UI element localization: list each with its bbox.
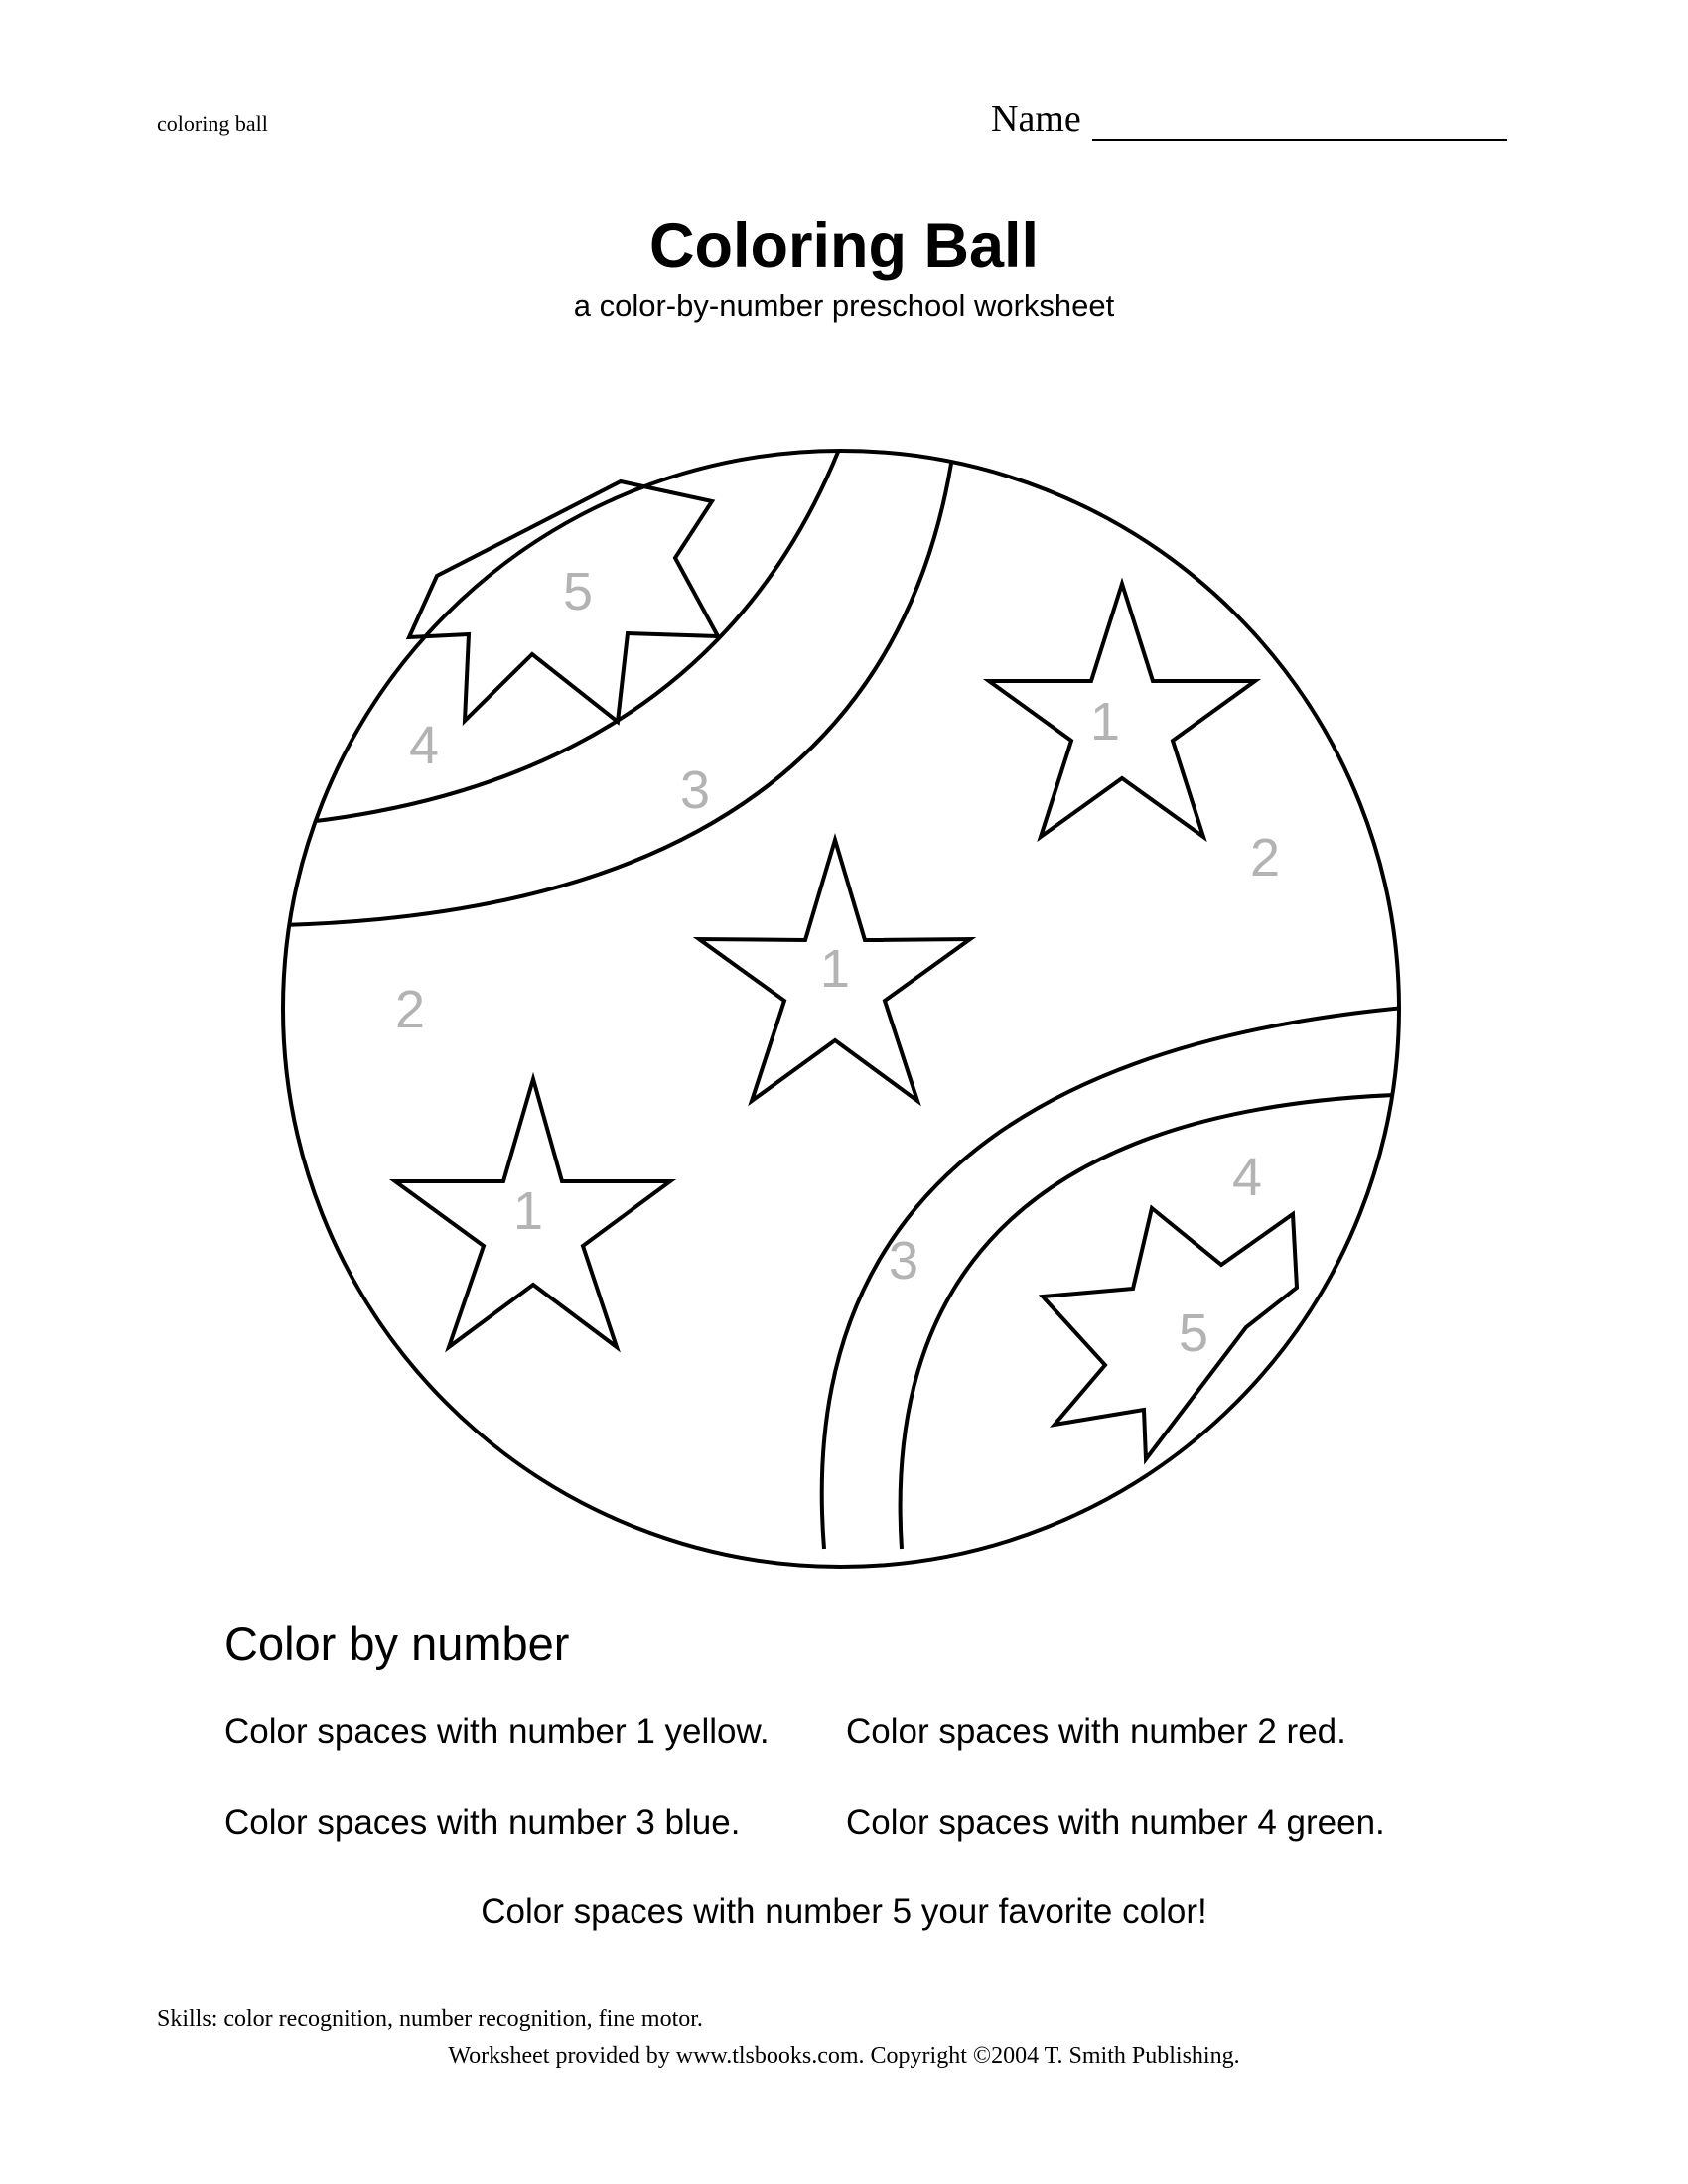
instructions-heading: Color by number (224, 1617, 570, 1670)
footer-credit: Worksheet provided by www.tlsbooks.com. Copyright ©2004 T. Smith Publishing. (448, 2043, 1240, 2069)
instruction-rule-1: Color spaces with number 1 yellow. (224, 1712, 770, 1751)
region-number: 1 (1089, 692, 1121, 751)
region-number: 1 (819, 939, 851, 999)
page-title: Coloring Ball (649, 211, 1039, 281)
region-number: 1 (512, 1181, 544, 1241)
lower-band-inner (901, 1095, 1395, 1549)
name-label: Name (991, 98, 1081, 140)
region-number: 3 (888, 1231, 919, 1291)
ball-outline (283, 451, 1399, 1567)
upper-band-inner (308, 437, 844, 822)
instruction-rule-4: Color spaces with number 4 green. (846, 1803, 1385, 1842)
instruction-rule-3: Color spaces with number 3 blue. (224, 1803, 741, 1842)
instruction-rule-2: Color spaces with number 2 red. (846, 1712, 1346, 1751)
upper-band-outer (281, 437, 955, 925)
region-number: 5 (1178, 1303, 1209, 1363)
region-number: 5 (562, 562, 594, 621)
header-worksheet-label: coloring ball (157, 111, 268, 136)
instruction-rule-5: Color spaces with number 5 your favorite color! (481, 1892, 1207, 1931)
page-subtitle: a color-by-number preschool worksheet (573, 288, 1115, 323)
eight-point-star-bottom (1043, 1208, 1297, 1459)
region-number: 4 (408, 716, 440, 775)
region-number: 2 (394, 980, 426, 1039)
footer-skills: Skills: color recognition, number recognition, fine motor. (157, 2006, 703, 2032)
five-point-star-upper-right (989, 584, 1255, 837)
region-number: 2 (1249, 828, 1281, 887)
region-number: 4 (1231, 1148, 1263, 1207)
region-number: 3 (679, 760, 711, 820)
